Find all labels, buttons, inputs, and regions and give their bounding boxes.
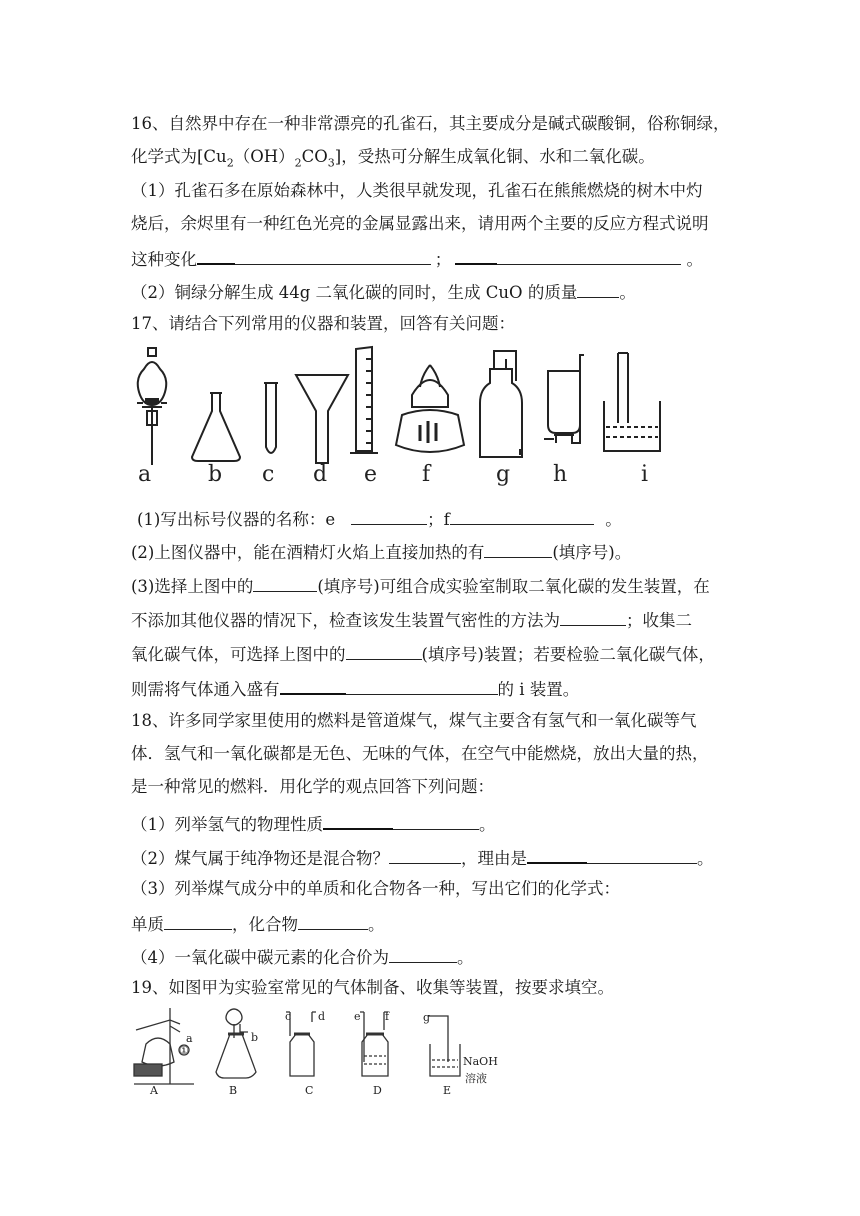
beaker-icon — [604, 353, 660, 451]
graduated-cylinder-icon — [350, 347, 378, 453]
naoh-label: NaOH — [463, 1055, 498, 1068]
text: 。 — [686, 250, 703, 269]
text: ]，受热可分解生成氧化铜、水和二氧化碳。 — [334, 147, 655, 166]
instrument-label-d: d — [313, 462, 328, 487]
answer-blank[interactable] — [235, 247, 431, 265]
answer-blank[interactable] — [450, 507, 594, 525]
text: ，化合物 — [232, 915, 298, 934]
text: 的 i 装置。 — [497, 680, 580, 699]
answer-blank[interactable] — [280, 676, 346, 695]
alcohol-lamp-icon — [396, 365, 464, 452]
port-label-g: g — [423, 1011, 431, 1024]
text: 。 — [605, 510, 622, 529]
q18-sub-1 — [131, 811, 731, 836]
conical-flask-icon — [192, 393, 240, 461]
solution-label: 溶液 — [465, 1072, 487, 1085]
text: ；f — [427, 510, 450, 529]
text: ，理由是 — [461, 849, 527, 868]
test-tube-icon — [264, 383, 278, 453]
answer-blank[interactable] — [351, 507, 427, 525]
answer-blank[interactable] — [197, 246, 235, 265]
q18-sub-2 — [131, 845, 731, 870]
apparatus-label-c: C — [305, 1084, 314, 1097]
q17-sub-6 — [131, 676, 731, 701]
sub: 2 — [294, 156, 302, 170]
answer-blank[interactable] — [346, 677, 498, 695]
q16-line-4: 烧后，余烬里有一种红色光亮的金属显露出来，请用两个主要的反应方程式说明 — [131, 214, 709, 233]
apparatus-d-icon — [360, 1012, 388, 1076]
instrument-label-g: g — [496, 462, 511, 487]
sub: 2 — [226, 156, 234, 170]
text: 。 — [697, 849, 714, 868]
q16-line-1: 16、自然界中存在一种非常漂亮的孔雀石，其主要成分是碱式碳酸铜，俗称铜绿， — [131, 114, 730, 133]
q17-sub-1 — [137, 507, 737, 531]
q16-line-2 — [131, 146, 731, 168]
apparatus-e-icon — [428, 1016, 460, 1076]
q18-line-1: 18、许多同学家里使用的燃料是管道煤气，煤气主要含有氢气和一氧化碳等气 — [131, 711, 697, 730]
port-label-c: c — [285, 1010, 292, 1023]
separatory-funnel-icon — [137, 348, 167, 465]
text: 则需将气体通入盛有 — [131, 680, 280, 699]
answer-blank[interactable] — [497, 247, 681, 265]
apparatus-label-d: D — [373, 1084, 382, 1097]
circle-one-label: ① — [179, 1044, 189, 1057]
gas-collecting-bottle-icon — [544, 355, 584, 443]
text: (2)上图仪器中，能在酒精灯火焰上直接加热的有 — [131, 543, 485, 562]
text: （OH） — [233, 147, 295, 166]
q16-line-6 — [131, 280, 731, 304]
q16-line-5 — [131, 246, 731, 271]
answer-blank[interactable] — [455, 246, 497, 265]
apparatus-b-icon — [216, 1009, 259, 1078]
instrument-label-h: h — [553, 462, 568, 487]
instrument-label-f: f — [422, 462, 431, 487]
port-label-a: a — [186, 1032, 193, 1045]
text: (填序号)。 — [552, 543, 632, 562]
port-label-e: e — [354, 1010, 361, 1023]
text: 。 — [619, 283, 636, 302]
apparatus-label-b: B — [229, 1084, 238, 1097]
sub: 3 — [327, 156, 335, 170]
text: 化学式为[Cu — [131, 147, 227, 166]
text: (1)写出标号仪器的名称：e — [137, 510, 336, 529]
text: 不添加其他仪器的情况下，检查该发生装置气密性的方法为 — [131, 611, 560, 630]
q18-line-3: 是一种常见的燃料．用化学的观点回答下列问题： — [131, 777, 494, 796]
funnel-icon — [296, 375, 348, 463]
q19-line-1: 19、如图甲为实验室常见的气体制备、收集等装置，按要求填空。 — [131, 978, 614, 997]
instrument-label-b: b — [208, 462, 223, 487]
port-label-b: b — [251, 1031, 259, 1044]
text: (填序号)可组合成实验室制取二氧化碳的发生装置，在 — [317, 577, 710, 596]
q17-line-1: 17、请结合下列常用的仪器和装置，回答有关问题： — [131, 314, 515, 333]
answer-blank[interactable] — [323, 811, 393, 830]
text: （4）一氧化碳中碳元素的化合价为 — [131, 948, 389, 967]
port-label-f: f — [385, 1010, 390, 1023]
answer-blank[interactable] — [253, 574, 317, 592]
port-label-d: d — [318, 1010, 326, 1023]
apparatus-label-a: A — [150, 1084, 158, 1097]
text: （1）列举氢气的物理性质 — [131, 815, 323, 834]
answer-blank[interactable] — [389, 846, 461, 864]
answer-blank[interactable] — [587, 846, 697, 864]
text: 氧化碳气体，可选择上图中的 — [131, 645, 346, 664]
apparatus-label-e: E — [443, 1084, 452, 1097]
q16-line-3: （1）孔雀石多在原始森林中，人类很早就发现，孔雀石在熊熊燃烧的树木中灼 — [131, 181, 703, 200]
q17-sub-4 — [131, 608, 731, 632]
answer-blank[interactable] — [393, 812, 479, 830]
instrument-label-i: i — [641, 462, 649, 487]
answer-blank[interactable] — [560, 608, 626, 626]
q17-sub-2 — [131, 540, 731, 564]
q17-sub-5 — [131, 642, 731, 666]
answer-blank[interactable] — [527, 845, 587, 864]
gas-washing-bottle-icon — [480, 351, 522, 457]
q18-sub-4 — [131, 945, 731, 969]
text: CO — [301, 147, 328, 166]
text: 单质 — [131, 915, 164, 934]
text: (3)选择上图中的 — [131, 577, 254, 596]
text: 。 — [479, 815, 496, 834]
answer-blank[interactable] — [577, 280, 619, 298]
text: ；收集二 — [626, 611, 692, 630]
answer-blank[interactable] — [346, 642, 422, 660]
instrument-label-a: a — [138, 462, 152, 487]
q18-line-2: 体．氢气和一氧化碳都是无色、无味的气体，在空气中能燃烧，放出大量的热， — [131, 744, 709, 763]
instrument-label-c: c — [262, 462, 275, 487]
answer-blank[interactable] — [298, 912, 368, 930]
text: ； — [434, 250, 452, 269]
answer-blank[interactable] — [389, 945, 457, 963]
text: 。 — [368, 915, 385, 934]
text: 。 — [457, 948, 474, 967]
text: 这种变化 — [131, 250, 197, 269]
q17-sub-3 — [131, 574, 731, 598]
q18-sub-3: （3）列举煤气成分中的单质和化合物各一种，写出它们的化学式： — [131, 879, 620, 898]
answer-blank[interactable] — [164, 912, 232, 930]
text: (填序号)装置；若要检验二氧化碳气体， — [421, 645, 715, 664]
text: （2）煤气属于纯净物还是混合物？ — [131, 849, 389, 868]
instrument-label-e: e — [364, 462, 378, 487]
answer-blank[interactable] — [484, 540, 552, 558]
text: （2）铜绿分解生成 44g 二氧化碳的同时，生成 CuO 的质量 — [131, 283, 578, 302]
q18-sub-3-answer — [131, 912, 731, 936]
